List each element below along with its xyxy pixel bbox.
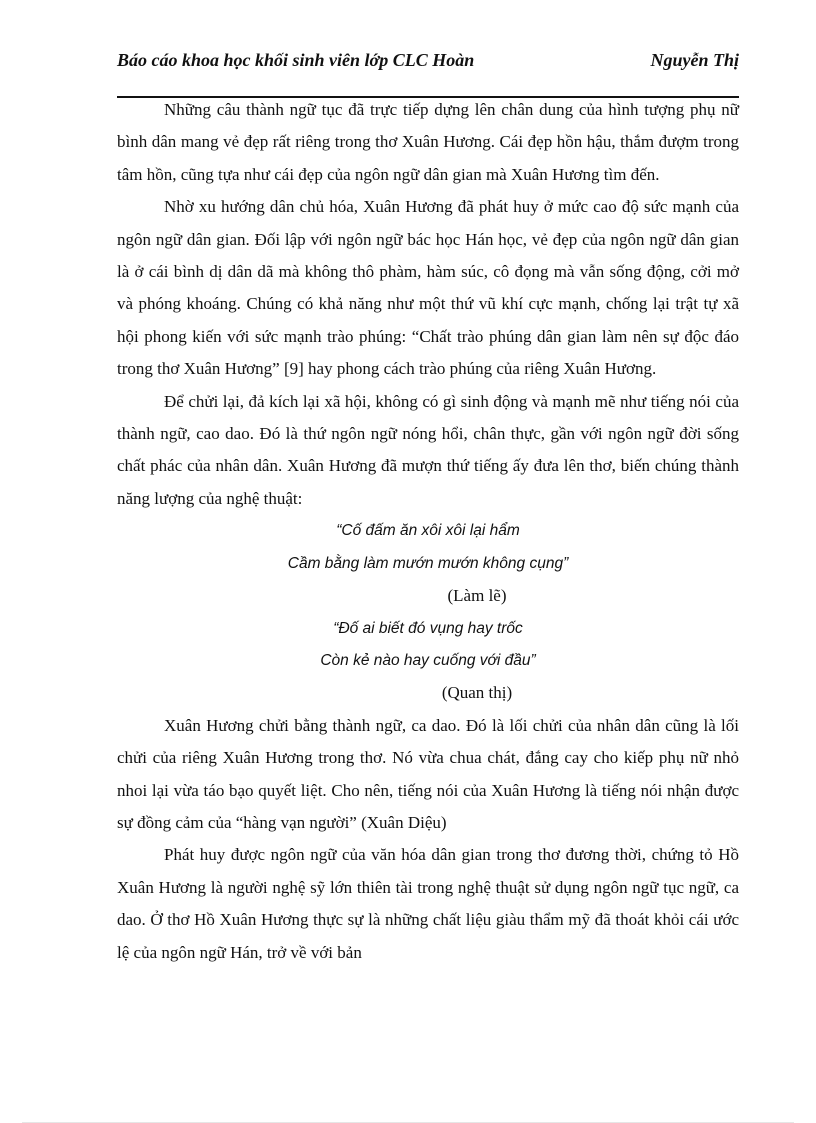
header-author-name: Nguyễn Thị (650, 50, 739, 70)
document-body (117, 94, 739, 969)
paragraph-1: Những câu thành ngữ tục đã trực tiếp dựng lên chân dung của hình tượng phụ nữ bình dân mang vẻ đẹp rất riêng trong thơ Xuân Hương. Cái đẹp hồn hậu, thắm đượm trong tâm hồn, cũng tựa như cái đẹp của ngôn ngữ dân gian mà Xuân Hương tìm đến. (117, 100, 739, 184)
verse-source: (Quan thị) (441, 683, 513, 703)
header-report-title: Báo cáo khoa học khối sinh viên lớp CLC Hoàn (117, 50, 475, 70)
verse-line: Còn kẻ nào hay cuống với đầu” (320, 651, 536, 669)
paragraph-3: Để chửi lại, đả kích lại xã hội, không có gì sinh động và mạnh mẽ như tiếng nói của thành ngữ, cao dao. Đó là thứ ngôn ngữ nóng hổi, chân thực, gần với ngôn ngữ đời sống chất phác của nhân dân. Xuân Hương đã mượn thứ tiếng ấy đưa lên thơ, biến chúng thành năng lượng của nghệ thuật: (117, 391, 739, 508)
verse-block-lam-le (117, 515, 739, 612)
verse-line: “Đố ai biết đó vụng hay trốc (333, 619, 523, 637)
verse-block-quan-thi (117, 613, 739, 710)
verse-source: (Làm lẽ) (447, 586, 507, 606)
verse-line: Cầm bằng làm mướn mướn không cụng” (287, 554, 569, 572)
paragraph-5: Phát huy được ngôn ngữ của văn hóa dân gian trong thơ đương thời, chứng tỏ Hồ Xuân Hương là người nghệ sỹ lớn thiên tài trong nghệ thuật sử dụng ngôn ngữ tục ngữ, ca dao. Ở thơ Hồ Xuân Hương thực sự là những chất liệu giàu thẩm mỹ đã thoát khỏi cái ước lệ của ngôn ngữ Hán, trở về với bản (117, 845, 739, 962)
page-header (117, 50, 739, 98)
verse-line: “Cố đấm ăn xôi xôi lại hẩm (336, 522, 520, 540)
paragraph-2: Nhờ xu hướng dân chủ hóa, Xuân Hương đã phát huy ở mức cao độ sức mạnh của ngôn ngữ dân gian. Đối lập với ngôn ngữ bác học Hán học, vẻ đẹp của ngôn ngữ dân gian là ở cái bình dị dân dã mà không thô phàm, hàm súc, cô đọng mà vẫn sống động, cởi mở và phóng khoáng. Chúng có khả năng như một thứ vũ khí cực mạnh, chống lại trật tự xã hội phong kiến với sức mạnh trào phúng: “Chất trào phúng dân gian làm nên sự độc đáo trong thơ Xuân Hương” [9] hay phong cách trào phúng của riêng Xuân Hương. (117, 197, 739, 379)
paragraph-4: Xuân Hương chửi bằng thành ngữ, ca dao. Đó là lối chửi của nhân dân cũng là lối chửi của riêng Xuân Hương trong thơ. Nó vừa chua chát, đắng cay cho kiếp phụ nữ nhỏ nhoi lại vừa táo bạo quyết liệt. Cho nên, tiếng nói của Xuân Hương là tiếng nói nhận được sự đồng cảm của “hàng vạn người” (Xuân Diệu) (117, 715, 739, 832)
